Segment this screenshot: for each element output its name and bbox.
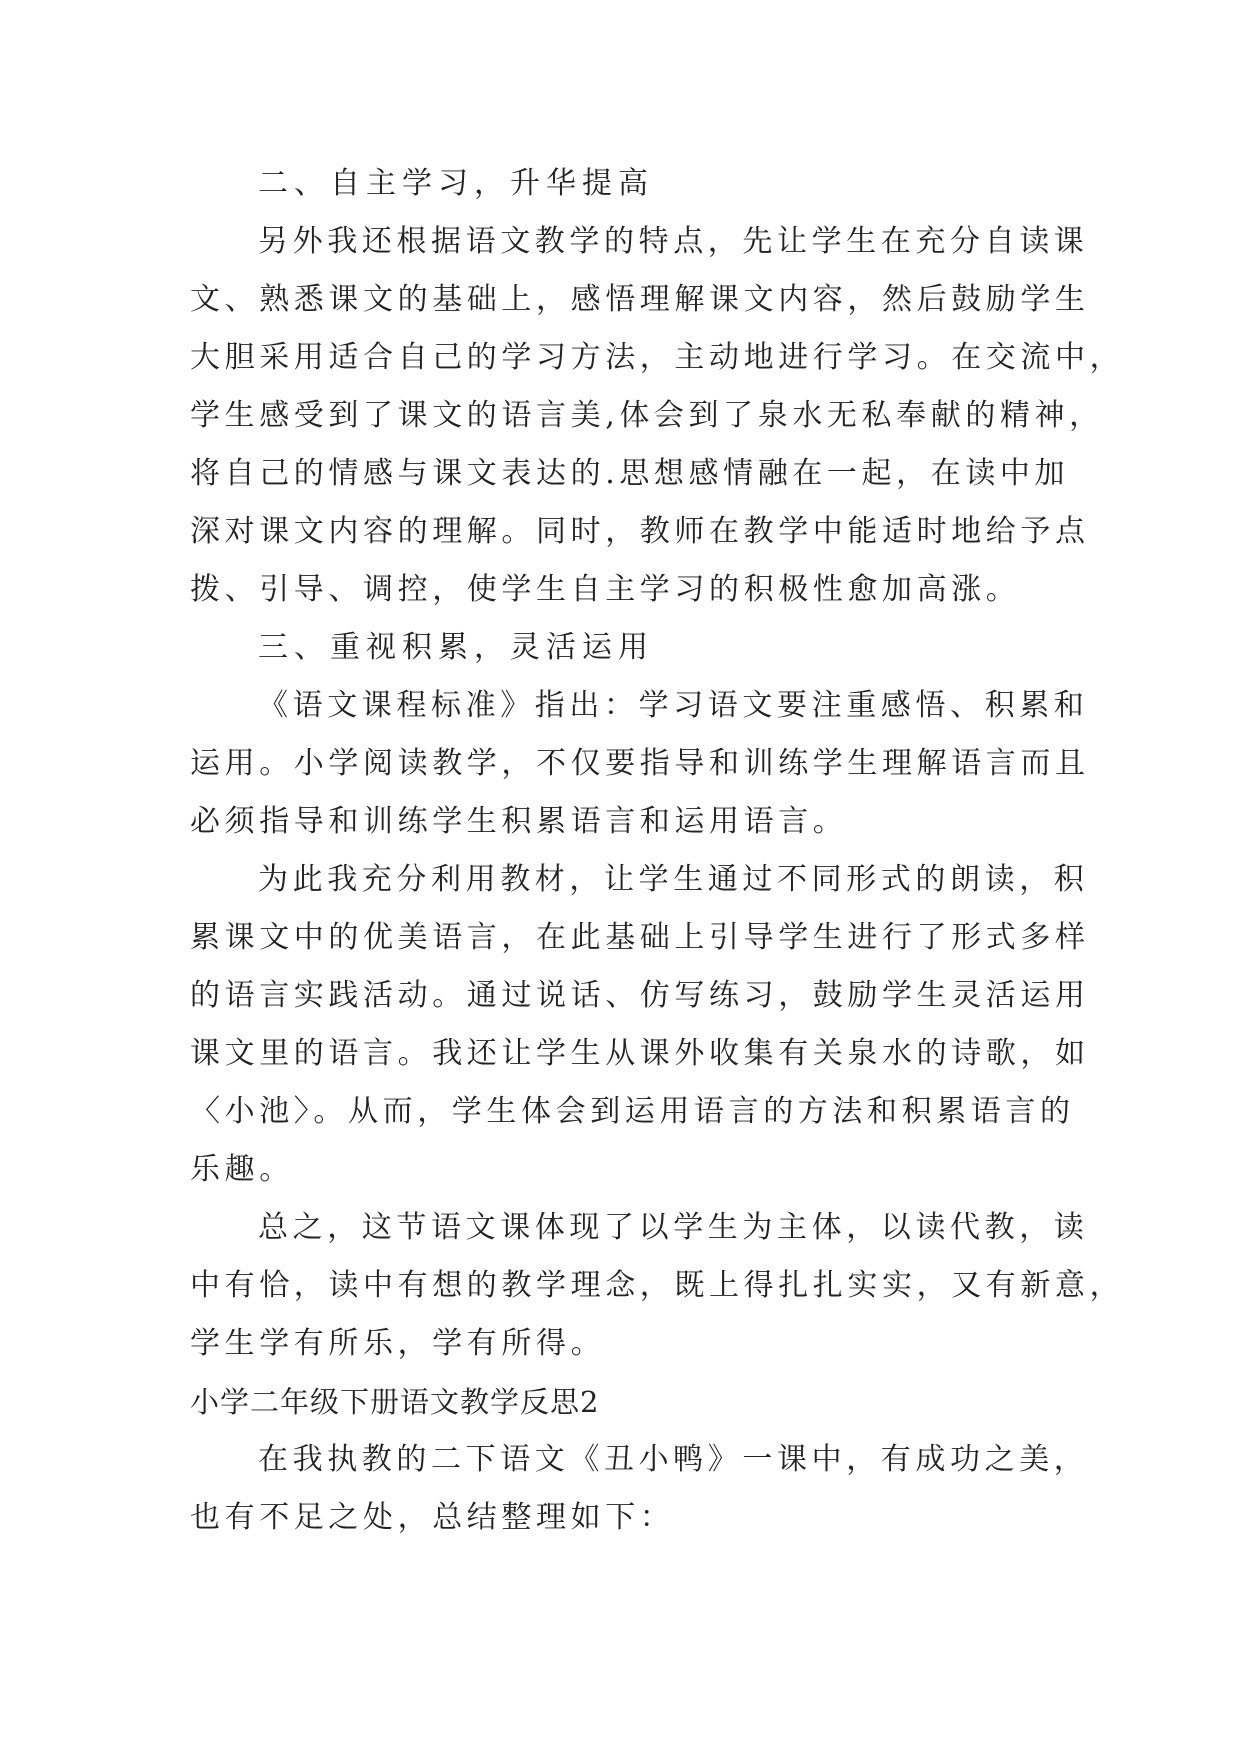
paragraph-line: 总之，这节语文课体现了以学生为主体，以读代教，读 (258, 1210, 1089, 1245)
paragraph-line: 《语文课程标准》指出：学习语文要注重感悟、积累和 (258, 688, 1089, 723)
paragraph-line: 学生学有所乐，学有所得。 (190, 1326, 606, 1361)
paragraph-line: 的语言实践活动。通过说话、仿写练习，鼓励学生灵活运用 (190, 978, 1090, 1013)
paragraph-line: 中有恰，读中有想的教学理念，既上得扎扎实实，又有新意， (190, 1268, 1125, 1303)
paragraph-line: 为此我充分利用教材，让学生通过不同形式的朗读，积 (258, 862, 1089, 897)
paragraph-line: 将自己的情感与课文表达的.思想感情融在一起，在读中加 (190, 456, 1070, 491)
section-heading-3: 三、重视积累，灵活运用 (258, 630, 654, 665)
paragraph-line: 大胆采用适合自己的学习方法，主动地进行学习。在交流中， (190, 340, 1125, 375)
paragraph-line: 深对课文内容的理解。同时，教师在教学中能适时地给予点 (190, 514, 1090, 549)
section-heading-2: 二、自主学习，升华提高 (258, 166, 654, 201)
paragraph-line: 文、熟悉课文的基础上，感悟理解课文内容，然后鼓励学生 (190, 282, 1090, 317)
paragraph-line: 必须指导和训练学生积累语言和运用语言。 (190, 804, 848, 839)
paragraph-line: 另外我还根据语文教学的特点，先让学生在充分自读课 (258, 224, 1089, 259)
paragraph-line: 运用。小学阅读教学，不仅要指导和训练学生理解语言而且 (190, 746, 1090, 781)
paragraph-line: 乐趣。 (190, 1152, 294, 1187)
paragraph-line: 累课文中的优美语言，在此基础上引导学生进行了形式多样 (190, 920, 1090, 955)
paragraph-line: 在我执教的二下语文《丑小鸭》一课中，有成功之美， (258, 1442, 1089, 1477)
section-title: 小学二年级下册语文教学反思2 (190, 1385, 600, 1419)
paragraph-line: 也有不足之处，总结整理如下： (190, 1500, 675, 1535)
paragraph-line: 〈小池〉。从而，学生体会到运用语言的方法和积累语言的 (190, 1094, 1075, 1129)
paragraph-line: 课文里的语言。我还让学生从课外收集有关泉水的诗歌，如 (190, 1036, 1090, 1071)
paragraph-line: 学生感受到了课文的语言美,体会到了泉水无私奉献的精神， (190, 398, 1104, 433)
paragraph-line: 拨、引导、调控，使学生自主学习的积极性愈加高涨。 (190, 572, 1021, 607)
